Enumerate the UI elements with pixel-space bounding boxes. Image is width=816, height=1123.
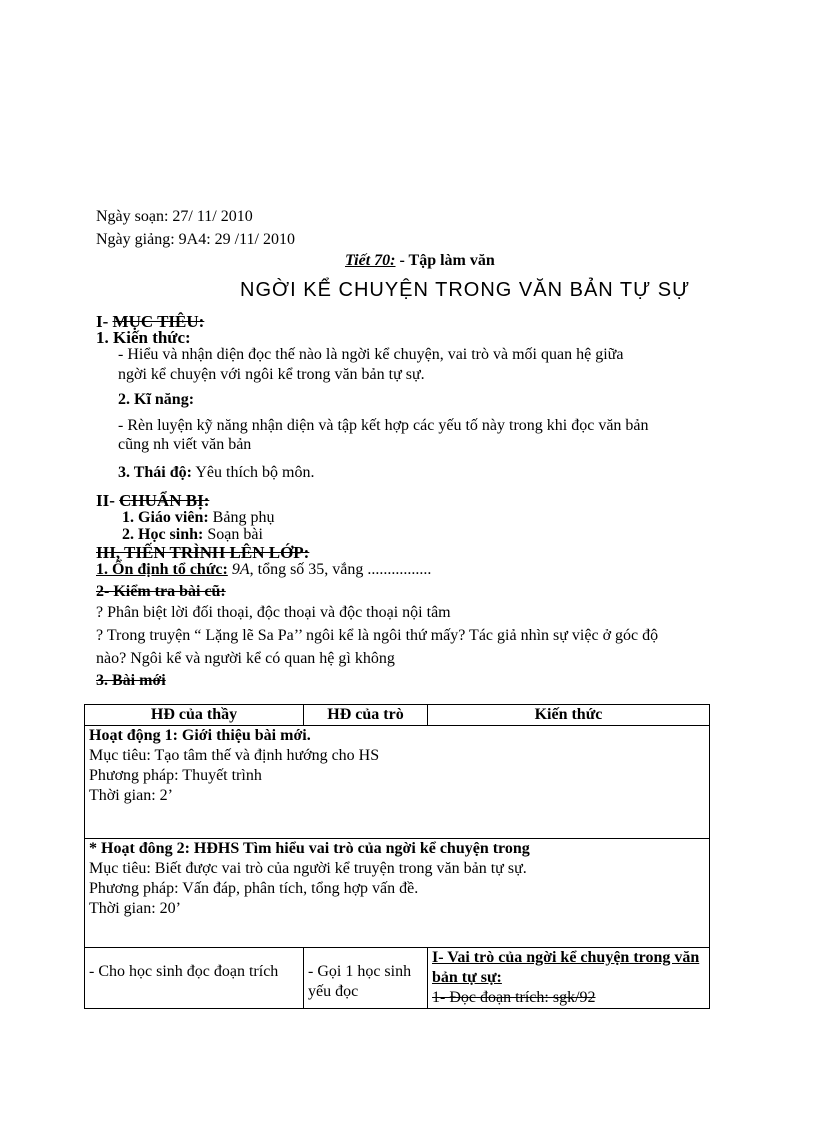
activity-1-time: Thời gian: 2’	[89, 787, 173, 804]
skills-label: 2. Kĩ năng:	[118, 391, 195, 408]
section-1-title: MỤC TIÊU:	[112, 312, 205, 331]
teacher-activity-text: - Cho học sinh đọc đoạn trích	[89, 963, 279, 980]
student-prep-value: Soạn bài	[207, 526, 263, 543]
lesson-subject: - Tập làm văn	[399, 252, 495, 269]
teacher-prep	[122, 509, 274, 527]
knowledge-item: 1- Đọc đoạn trích: sgk/92	[432, 989, 596, 1006]
skills-line-1: - Rèn luyện kỹ năng nhận diện và tập kết hợp các yếu tố này trong khi đọc văn bản	[118, 417, 649, 434]
activity-1-row	[85, 726, 710, 839]
table-header-row	[85, 705, 710, 726]
knowledge-line-1: - Hiểu và nhận diện đọc thế nào là ngời kể chuyện, vai trò và mối quan hệ giữa	[118, 346, 624, 363]
class-attendance: , tổng số 35, vắng ................	[249, 561, 432, 578]
lesson-plan-table	[84, 704, 710, 1009]
activity-2-title-rest: : HĐHS Tìm hiểu vai trò của ngời kể chuyện trong	[184, 840, 530, 857]
section-1-prefix: I-	[96, 312, 109, 331]
date-prepared: Ngày soạn: 27/ 11/ 2010	[96, 208, 253, 225]
knowledge-label: 1. Kiến thức:	[96, 328, 191, 347]
teacher-prep-value: Bảng phụ	[212, 509, 275, 526]
activity-2-cell	[85, 839, 710, 948]
header-teacher: HĐ của thầy	[85, 705, 304, 726]
activity-2-time: Thời gian: 20’	[89, 900, 181, 917]
section-2-prefix: II-	[96, 491, 115, 510]
skills-line-2: cũng nh viết văn bản	[118, 436, 252, 453]
activity-2-detail-row	[85, 948, 710, 1009]
lesson-line	[345, 252, 495, 270]
page-title: NGỜI KỂ CHUYỆN TRONG VĂN BẢN TỰ SỰ	[240, 279, 691, 301]
teacher-activity-cell	[85, 948, 304, 1009]
attitude-line	[118, 464, 314, 482]
student-activity-text: - Gọi 1 học sinh yếu đọc	[308, 963, 412, 1000]
activity-1-title: Hoạt động 1: Giới thiệu bài mới.	[89, 727, 311, 744]
activity-1-cell	[85, 726, 710, 839]
attitude-value: Yêu thích bộ môn.	[195, 464, 315, 481]
section-2-heading	[96, 492, 209, 510]
activity-2-row	[85, 839, 710, 948]
knowledge-cell	[428, 948, 710, 1009]
review-question-1: ? Phân biệt lời đối thoại, độc thoại và độc thoại nội tâm	[96, 604, 451, 621]
student-activity-cell	[304, 948, 428, 1009]
class-organization	[96, 561, 431, 579]
activity-1-objective: Mục tiêu: Tạo tâm thế và định hướng cho HS	[89, 747, 380, 764]
activity-2-objective: Mục tiêu: Biết được vai trò của người kể truyện trong văn bản tự sự.	[89, 860, 527, 877]
new-lesson-heading: 3. Bài mới	[96, 672, 166, 689]
student-prep	[122, 526, 263, 544]
section-2-title: CHUẨN BỊ:	[119, 491, 210, 510]
activity-2-prefix: * Hoạt đông 2	[89, 840, 185, 857]
class-name: 9A	[231, 561, 250, 578]
lesson-number: Tiết 70:	[345, 252, 396, 269]
activity-1-method: Phương pháp: Thuyết trình	[89, 767, 262, 784]
date-taught: Ngày giảng: 9A4: 29 /11/ 2010	[96, 231, 295, 248]
attitude-label: 3. Thái độ:	[118, 464, 192, 481]
header-knowledge: Kiến thức	[428, 705, 710, 726]
activity-2-title	[89, 839, 705, 859]
knowledge-heading: I- Vai trò của ngời kể chuyện trong văn bản tự sự:	[432, 949, 700, 986]
activity-2-method: Phương pháp: Vấn đáp, phân tích, tổng hợp vấn đề.	[89, 880, 419, 897]
knowledge-line-2: ngời kể chuyện với ngôi kể trong văn bản tự sự.	[118, 366, 425, 383]
section-3-heading: III, TIẾN TRÌNH LÊN LỚP:	[96, 543, 310, 562]
header-student: HĐ của trò	[304, 705, 428, 726]
class-organization-label: 1. Ổn định tổ chức:	[96, 561, 228, 578]
teacher-prep-label: 1. Giáo viên:	[122, 509, 209, 526]
review-question-2-line-2: nào? Ngôi kể và người kể có quan hệ gì không	[96, 650, 395, 667]
review-question-2-line-1: ? Trong truyện “ Lặng lẽ Sa Pa’’ ngôi kể là ngôi thứ mấy? Tác giả nhìn sự việc ở góc độ	[96, 627, 659, 644]
review-heading: 2- Kiểm tra bài cũ:	[96, 583, 226, 600]
student-prep-label: 2. Học sinh:	[122, 526, 204, 543]
